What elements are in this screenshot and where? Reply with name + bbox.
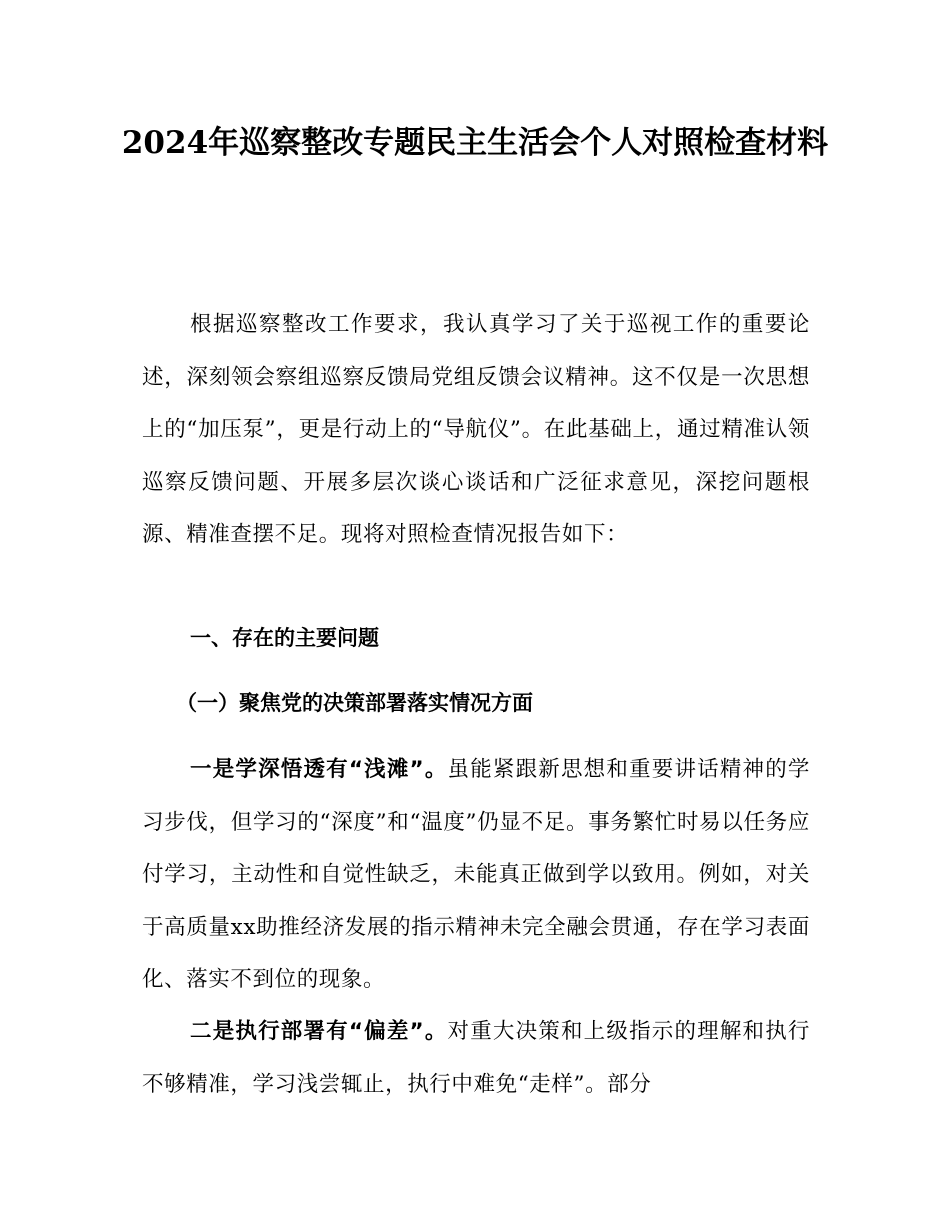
document-title: 2024年巡察整改专题民主生活会个人对照检查材料 bbox=[121, 125, 829, 161]
section-heading: 一、存在的主要问题 bbox=[190, 626, 379, 650]
problem-1-lead: 一是学深悟透有“浅滩”。 bbox=[190, 757, 448, 782]
problem-paragraph-1 bbox=[142, 744, 810, 1007]
problem-2-lead: 二是执行部署有“偏差”。 bbox=[190, 1019, 448, 1044]
problem-1-text: 虽能紧跟新思想和重要讲话精神的学习步伐，但学习的“深度”和“温度”仍显不足。事务繁忙时易以任务应付学习，主动性和自觉性缺乏，未能真正做到学以致用。例如，对关于高质量xx助推经济发展的指示精神未完全融会贯通，存在学习表面化、落实不到位的现象。 bbox=[142, 757, 810, 992]
problem-2-text: 对重大决策和上级指示的理解和执行不够精准，学习浅尝辄止，执行中难免“走样”。部分 bbox=[142, 1019, 810, 1097]
problem-paragraph-2 bbox=[142, 1006, 810, 1111]
intro-paragraph: 根据巡察整改工作要求，我认真学习了关于巡视工作的重要论述，深刻领会察组巡察反馈局党组反馈会议精神。这不仅是一次思想上的“加压泵”，更是行动上的“导航仪”。在此基础上，通过精准认领巡察反馈问题、开展多层次谈心谈话和广泛征求意见，深挖问题根源、精准查摆不足。现将对照检查情况报告如下： bbox=[142, 312, 810, 547]
subsection-heading: （一）聚焦党的决策部署落实情况方面 bbox=[176, 691, 533, 715]
